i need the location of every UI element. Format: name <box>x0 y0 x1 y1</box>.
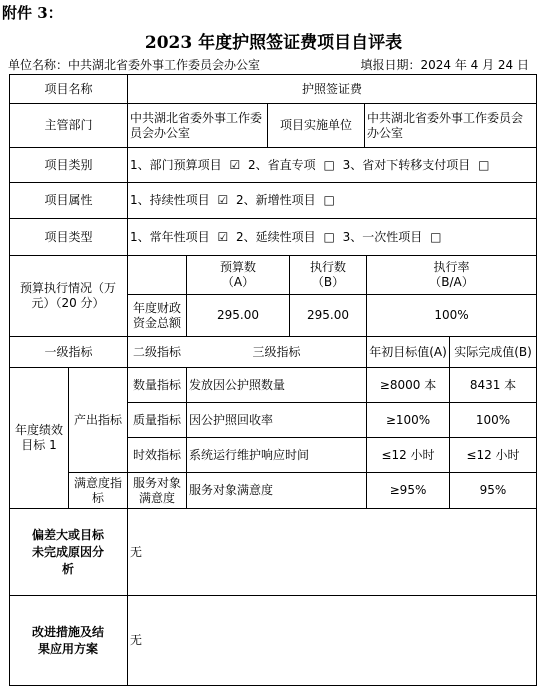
budget-col-executed: 执行数（B） <box>309 260 346 289</box>
indicator-target: ≥8000 本 <box>379 377 437 392</box>
indicator-target: ≥100% <box>385 412 431 427</box>
indicator-level2: 时效指标 <box>132 447 181 462</box>
dept-label: 主管部门 <box>44 118 93 132</box>
budget-col-rate: 执行率（B/A） <box>429 260 474 289</box>
indicator-header-level3: 三级指标 <box>252 344 301 359</box>
type-label: 项目类型 <box>44 229 93 244</box>
indicator-actual: 100% <box>475 412 511 427</box>
budget-label: 预算执行情况（万元）（20 分） <box>20 281 117 310</box>
indicator-header-level1: 一级指标 <box>44 344 93 359</box>
indicator-target: ≥95% <box>389 483 427 497</box>
satisfaction-indicator-label: 满意度指标 <box>73 475 122 505</box>
dept-value: 中共湖北省委外事工作委员会办公室 <box>130 110 263 140</box>
indicator-actual: 8431 本 <box>469 377 517 392</box>
category-label: 项目类别 <box>44 157 93 172</box>
project-name-value: 护照签证费 <box>301 81 362 96</box>
indicator-level1-value: 年度绩效目标 1 <box>14 423 63 452</box>
attribute-value: 1、持续性项目 ☑ 2、新增性项目 □ <box>130 193 335 207</box>
budget-col-planned: 预算数（A） <box>219 260 256 289</box>
deviation-analysis-value: 无 <box>130 544 143 559</box>
indicator-level3: 服务对象满意度 <box>189 483 274 497</box>
budget-executed-value: 295.00 <box>307 308 349 322</box>
page-title: 2023 年度护照签证费项目自评表 <box>144 33 403 53</box>
indicator-level3: 系统运行维护响应时间 <box>189 447 310 462</box>
budget-row-label: 年度财政资金总额 <box>132 300 181 330</box>
indicator-header-level2: 二级指标 <box>132 344 181 359</box>
indicator-level3: 发放因公护照数量 <box>189 377 286 392</box>
indicator-level2: 质量指标 <box>132 412 181 427</box>
deviation-analysis-label: 偏差大或目标未完成原因分析 <box>31 527 104 576</box>
project-name-label: 项目名称 <box>44 81 93 96</box>
unit-name: 单位名称：中共湖北省委外事工作委员会办公室 <box>8 58 261 72</box>
improvement-plan-label: 改进措施及结果应用方案 <box>31 624 104 656</box>
impl-label: 项目实施单位 <box>279 118 352 132</box>
fill-date: 填报日期：2024 年 4 月 24 日 <box>360 58 529 72</box>
indicator-level2: 数量指标 <box>132 377 181 392</box>
budget-planned-value: 295.00 <box>217 308 259 322</box>
indicator-actual: 95% <box>479 483 507 497</box>
attribute-label: 项目属性 <box>44 193 93 207</box>
indicator-target: ≤12 小时 <box>381 447 435 462</box>
category-value: 1、部门预算项目 ☑ 2、省直专项 □ 3、省对下转移支付项目 □ <box>130 157 490 172</box>
indicator-level2: 服务对象满意度 <box>132 475 181 505</box>
indicator-actual: ≤12 小时 <box>466 447 520 462</box>
impl-value: 中共湖北省委外事工作委员会办公室 <box>367 110 524 140</box>
type-value: 1、常年性项目 ☑ 2、延续性项目 □ 3、一次性项目 □ <box>130 229 442 244</box>
attachment-label: 附件 3： <box>2 4 63 22</box>
indicator-header-actual: 实际完成值(B) <box>454 344 532 359</box>
indicator-level3: 因公护照回收率 <box>189 412 274 427</box>
budget-rate-value: 100% <box>434 308 469 322</box>
indicator-header-target: 年初目标值(A) <box>369 344 447 359</box>
improvement-plan-value: 无 <box>130 633 143 647</box>
output-indicator-label: 产出指标 <box>73 412 122 427</box>
